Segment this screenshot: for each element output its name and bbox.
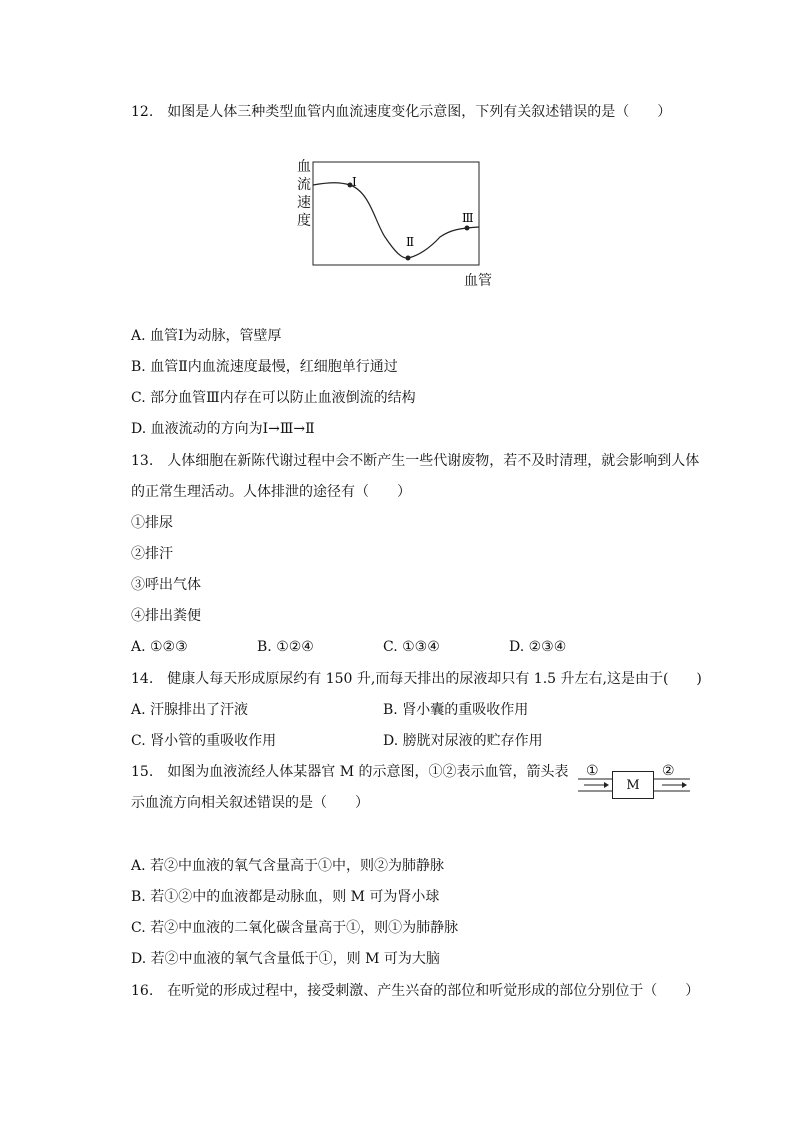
- point-iii-dot: [465, 226, 470, 231]
- q16-stem: 16. 在听觉的形成过程中，接受刺激、产生兴奋的部位和听觉形成的部位分别位于（ ）: [131, 983, 700, 999]
- point-i-label: Ⅰ: [352, 175, 357, 189]
- q13-stem-line1: 13. 人体细胞在新陈代谢过程中会不断产生一些代谢废物，若不及时清理，就会影响到人体: [131, 453, 700, 469]
- graph-ylabel-1: 血: [297, 159, 311, 175]
- q13-option-c: C. ①③④: [383, 639, 440, 655]
- graph-ylabel-2: 流: [297, 177, 311, 193]
- q14-stem: 14. 健康人每天形成原尿约有 150 升,而每天排出的尿液却只有 1.5 升左右,这是由于( ): [131, 671, 702, 687]
- q12-option-b: B. 血管Ⅱ内血流速度最慢，红细胞单行通过: [131, 359, 398, 375]
- blood-flow-velocity-graph: [290, 152, 510, 292]
- q15-option-c: C. 若②中血液的二氧化碳含量高于①，则①为肺静脉: [131, 920, 459, 936]
- q14-option-d: D. 膀胱对尿液的贮存作用: [383, 733, 543, 749]
- vessel-1-arrowhead: [604, 782, 609, 788]
- flow-lines: [578, 763, 693, 805]
- q12-option-a: A. 血管Ⅰ为动脉，管壁厚: [131, 328, 282, 344]
- q13-option-b: B. ①②④: [257, 639, 314, 655]
- vessel-1-label: ①: [586, 763, 599, 779]
- q13-item-1: ①排尿: [131, 515, 173, 531]
- organ-flow-diagram: [578, 763, 693, 805]
- q12-option-d: D. 血液流动的方向为Ⅰ→Ⅲ→Ⅱ: [131, 421, 315, 437]
- graph-ylabel-3: 速: [297, 195, 311, 211]
- q13-item-4: ④排出粪便: [131, 608, 201, 624]
- q13-item-3: ③呼出气体: [131, 577, 201, 593]
- q15-option-d: D. 若②中血液的氧气含量低于①，则 M 可为大脑: [131, 951, 440, 967]
- point-ii-dot: [406, 256, 411, 261]
- q15-option-a: A. 若②中血液的氧气含量高于①中，则②为肺静脉: [131, 858, 445, 874]
- q14-option-b: B. 肾小囊的重吸收作用: [383, 702, 529, 718]
- point-ii-label: Ⅱ: [406, 235, 415, 249]
- point-iii-label: Ⅲ: [462, 211, 474, 225]
- q13-option-a: A. ①②③: [131, 639, 188, 655]
- vessel-2-label: ②: [662, 763, 675, 779]
- q13-item-2: ②排汗: [131, 546, 173, 562]
- vessel-2-arrowhead: [682, 782, 687, 788]
- velocity-curve: [313, 183, 479, 258]
- q15-stem-line2: 示血流方向相关叙述错误的是（ ）: [131, 795, 369, 811]
- organ-m-box: M: [612, 771, 654, 799]
- graph-ylabel-4: 度: [297, 213, 311, 229]
- q14-option-c: C. 肾小管的重吸收作用: [131, 733, 277, 749]
- q15-stem-line1: 15. 如图为血液流经人体某器官 M 的示意图，①②表示血管，箭头表: [131, 764, 569, 780]
- q13-option-d: D. ②③④: [509, 639, 567, 655]
- q14-option-a: A. 汗腺排出了汗液: [131, 702, 249, 718]
- graph-xlabel: 血管: [464, 273, 492, 289]
- q15-option-b: B. 若①②中的血液都是动脉血，则 M 可为肾小球: [131, 889, 440, 905]
- q12-stem: 12. 如图是人体三种类型血管内血流速度变化示意图，下列有关叙述错误的是（ ）: [131, 104, 672, 120]
- q13-stem-line2: 的正常生理活动。人体排泄的途径有（ ）: [131, 484, 411, 500]
- q12-option-c: C. 部分血管Ⅲ内存在可以防止血液倒流的结构: [131, 390, 416, 406]
- graph-frame: [313, 162, 479, 265]
